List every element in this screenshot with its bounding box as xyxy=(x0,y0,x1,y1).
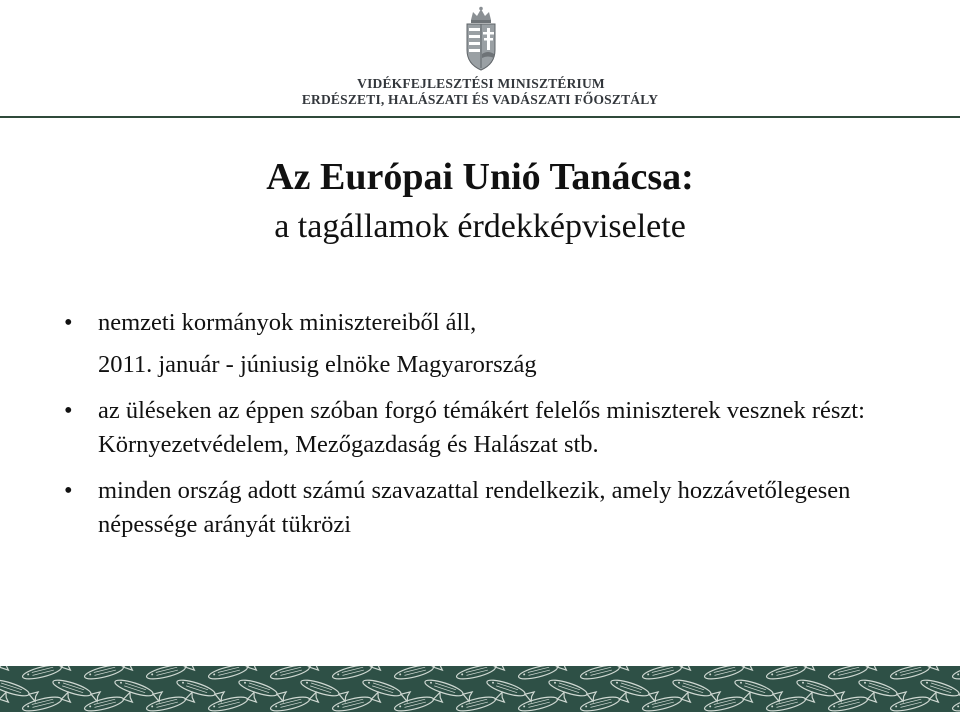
title-line-1: Az Európai Unió Tanácsa: xyxy=(266,156,694,198)
title-line-2: a tagállamok érdekképviselete xyxy=(274,208,686,245)
fish-pattern-footer xyxy=(0,666,960,712)
bullet-text: minden ország adott számú szavazattal rendelkezik, amely hozzávetőlegesen népessége arányát tükrözi xyxy=(98,477,851,538)
bullet-dot-icon: • xyxy=(64,477,73,504)
ministry-name xyxy=(0,76,960,108)
bullet-subline: 2011. január - júniusig elnöke Magyarország xyxy=(98,351,537,378)
bullet-text: az üléseken az éppen szóban forgó témákért felelős miniszterek vesznek részt: Környezetvédelem, Mezőgazdaság és Halászat stb. xyxy=(98,397,865,458)
hungarian-coat-of-arms-icon xyxy=(463,6,499,72)
bullet-list xyxy=(58,306,938,554)
bullet-dot-icon: • xyxy=(64,397,73,424)
slide-title xyxy=(0,152,960,252)
bullet-dot-icon: • xyxy=(64,309,73,336)
bullet-item xyxy=(58,306,938,382)
ministry-line-2: ERDÉSZETI, HALÁSZATI ÉS VADÁSZATI FŐOSZTÁLY xyxy=(301,92,659,107)
slide-header xyxy=(0,0,960,118)
bullet-text: nemzeti kormányok minisztereiből áll, xyxy=(98,309,477,336)
fish-pattern-icon xyxy=(0,666,960,712)
bullet-item xyxy=(58,474,938,542)
bullet-item xyxy=(58,394,938,462)
ministry-line-1: VIDÉKFEJLESZTÉSI MINISZTÉRIUM xyxy=(357,76,605,91)
header-divider xyxy=(0,116,960,118)
